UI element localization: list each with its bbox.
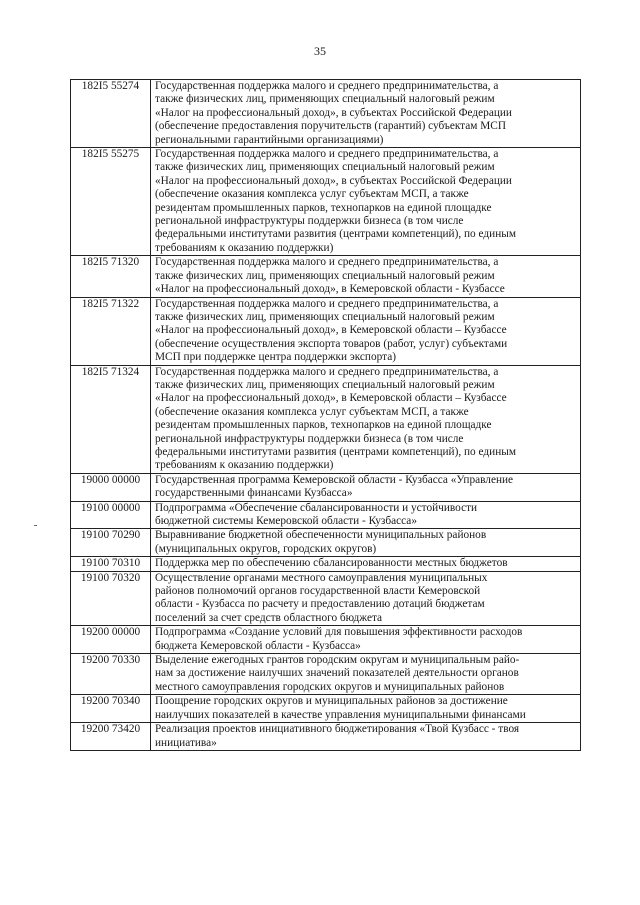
- classification-code: 19100 00000: [71, 501, 151, 529]
- description-line: также физических лиц, применяющих специальный налоговый режим: [155, 161, 495, 174]
- description-line: резидентам промышленных парков, технопарков на единой площадке: [155, 419, 492, 432]
- description-line: Выделение ежегодных грантов городским округам и муниципальным райо-: [155, 654, 520, 667]
- description-line: резидентам промышленных парков, технопарков на единой площадке: [155, 201, 492, 214]
- description-line: (обеспечение предоставления поручительств (гарантий) субъектам МСП: [155, 120, 506, 133]
- description-line: «Налог на профессиональный доход», в Кемеровской области – Кузбассе: [155, 392, 507, 405]
- table-row: [71, 256, 581, 297]
- classification-code: 19200 00000: [71, 626, 151, 654]
- description-line: Государственная поддержка малого и среднего предпринимательства, а: [155, 365, 499, 378]
- description-line: нам за достижение наилучших значений показателей деятельности органов: [155, 667, 519, 680]
- description-line: региональными гарантийными организациями): [155, 133, 384, 146]
- code-description: [151, 626, 581, 654]
- description-line: районов полномочий органов государственной власти Кемеровской: [155, 585, 481, 598]
- page-number: 35: [314, 44, 326, 58]
- description-line: Государственная поддержка малого и среднего предпринимательства, а: [155, 256, 499, 269]
- classification-code: 182I5 71322: [71, 297, 151, 365]
- description-line: инициатива»: [155, 736, 217, 749]
- description-line: федеральными институтами развития (центрами компетенций), по единым: [155, 228, 516, 241]
- budget-codes-table: [70, 79, 581, 751]
- classification-code: 182I5 55275: [71, 148, 151, 256]
- table-row: [71, 571, 581, 626]
- description-line: Поощрение городских округов и муниципальных районов за достижение: [155, 695, 508, 708]
- code-description: [151, 473, 581, 501]
- code-description: [151, 148, 581, 256]
- code-description: [151, 501, 581, 529]
- description-line: требованиям к оказанию поддержки): [155, 459, 334, 472]
- classification-code: 182I5 55274: [71, 80, 151, 148]
- classification-code: 19100 70290: [71, 529, 151, 557]
- table-row: [71, 80, 581, 148]
- table-row: [71, 148, 581, 256]
- description-line: (муниципальных округов, городских округов): [155, 542, 377, 555]
- description-line: бюджета Кемеровской области - Кузбасса»: [155, 639, 361, 652]
- description-line: государственными финансами Кузбасса»: [155, 487, 353, 500]
- code-description: [151, 529, 581, 557]
- description-line: Государственная поддержка малого и среднего предпринимательства, а: [155, 80, 499, 92]
- description-line: Реализация проектов инициативного бюджетирования «Твой Кузбасс - твоя: [155, 723, 520, 736]
- description-line: региональной инфраструктуры поддержки бизнеса (в том числе: [155, 432, 464, 445]
- table-row: [71, 501, 581, 529]
- code-description: [151, 365, 581, 473]
- classification-code: 19200 70330: [71, 654, 151, 695]
- description-line: Государственная поддержка малого и среднего предпринимательства, а: [155, 297, 499, 310]
- description-line: местного самоуправления городских округов и муниципальных районов: [155, 680, 505, 693]
- margin-mark: [34, 525, 37, 526]
- code-description: [151, 654, 581, 695]
- description-line: Осуществление органами местного самоуправления муниципальных: [155, 571, 488, 584]
- description-line: Подпрограмма «Создание условий для повышения эффективности расходов: [155, 626, 523, 639]
- description-line: также физических лиц, применяющих специальный налоговый режим: [155, 93, 495, 106]
- code-description: [151, 571, 581, 626]
- classification-code: 19200 73420: [71, 723, 151, 751]
- description-line: (обеспечение оказания комплекса услуг субъектам МСП, а также: [155, 405, 469, 418]
- description-line: Государственная программа Кемеровской области - Кузбасса «Управление: [155, 473, 514, 486]
- code-description: [151, 695, 581, 723]
- description-line: также физических лиц, применяющих специальный налоговый режим: [155, 310, 495, 323]
- description-line: МСП при поддержке центра поддержки экспорта): [155, 351, 396, 364]
- description-line: «Налог на профессиональный доход», в Кемеровской области - Кузбассе: [155, 283, 505, 296]
- description-line: региональной инфраструктуры поддержки бизнеса (в том числе: [155, 215, 464, 228]
- code-description: [151, 557, 581, 571]
- description-line: Выравнивание бюджетной обеспеченности муниципальных районов: [155, 529, 487, 542]
- description-line: также физических лиц, применяющих специальный налоговый режим: [155, 378, 495, 391]
- description-line: также физических лиц, применяющих специальный налоговый режим: [155, 269, 495, 282]
- table-row: [71, 723, 581, 751]
- table-row: [71, 557, 581, 571]
- code-description: [151, 80, 581, 148]
- description-line: наилучших показателей в качестве управления муниципальными финансами: [155, 708, 526, 721]
- description-line: бюджетной системы Кемеровской области - Кузбасса»: [155, 515, 417, 527]
- classification-code: 19100 70320: [71, 571, 151, 626]
- description-line: «Налог на профессиональный доход», в Кемеровской области – Кузбассе: [155, 324, 507, 337]
- description-line: (обеспечение осуществления экспорта товаров (работ, услуг) субъектами: [155, 337, 508, 350]
- classification-code: 19100 70310: [71, 557, 151, 571]
- description-line: Поддержка мер по обеспечению сбалансированности местных бюджетов: [155, 557, 508, 570]
- classification-code: 19000 00000: [71, 473, 151, 501]
- classification-code: 19200 70340: [71, 695, 151, 723]
- classification-code: 182I5 71324: [71, 365, 151, 473]
- table-row: [71, 529, 581, 557]
- code-description: [151, 297, 581, 365]
- description-line: области - Кузбасса по расчету и предоставлению дотаций бюджетам: [155, 598, 485, 611]
- description-line: Подпрограмма «Обеспечение сбалансированности и устойчивости: [155, 501, 478, 514]
- description-line: требованиям к оказанию поддержки): [155, 241, 334, 254]
- description-line: Государственная поддержка малого и среднего предпринимательства, а: [155, 148, 499, 161]
- description-line: (обеспечение оказания комплекса услуг субъектам МСП, а также: [155, 188, 469, 201]
- table-row: [71, 473, 581, 501]
- classification-code: 182I5 71320: [71, 256, 151, 297]
- description-line: «Налог на профессиональный доход», в субъектах Российской Федерации: [155, 106, 512, 119]
- table-row: [71, 297, 581, 365]
- table-row: [71, 365, 581, 473]
- description-line: «Налог на профессиональный доход», в субъектах Российской Федерации: [155, 174, 512, 187]
- code-description: [151, 256, 581, 297]
- description-line: поселений за счет средств областного бюджета: [155, 611, 383, 624]
- description-line: федеральными институтами развития (центрами компетенций), по единым: [155, 445, 516, 458]
- table-row: [71, 626, 581, 654]
- table-row: [71, 654, 581, 695]
- table-row: [71, 695, 581, 723]
- code-description: [151, 723, 581, 751]
- table-body: [71, 80, 581, 751]
